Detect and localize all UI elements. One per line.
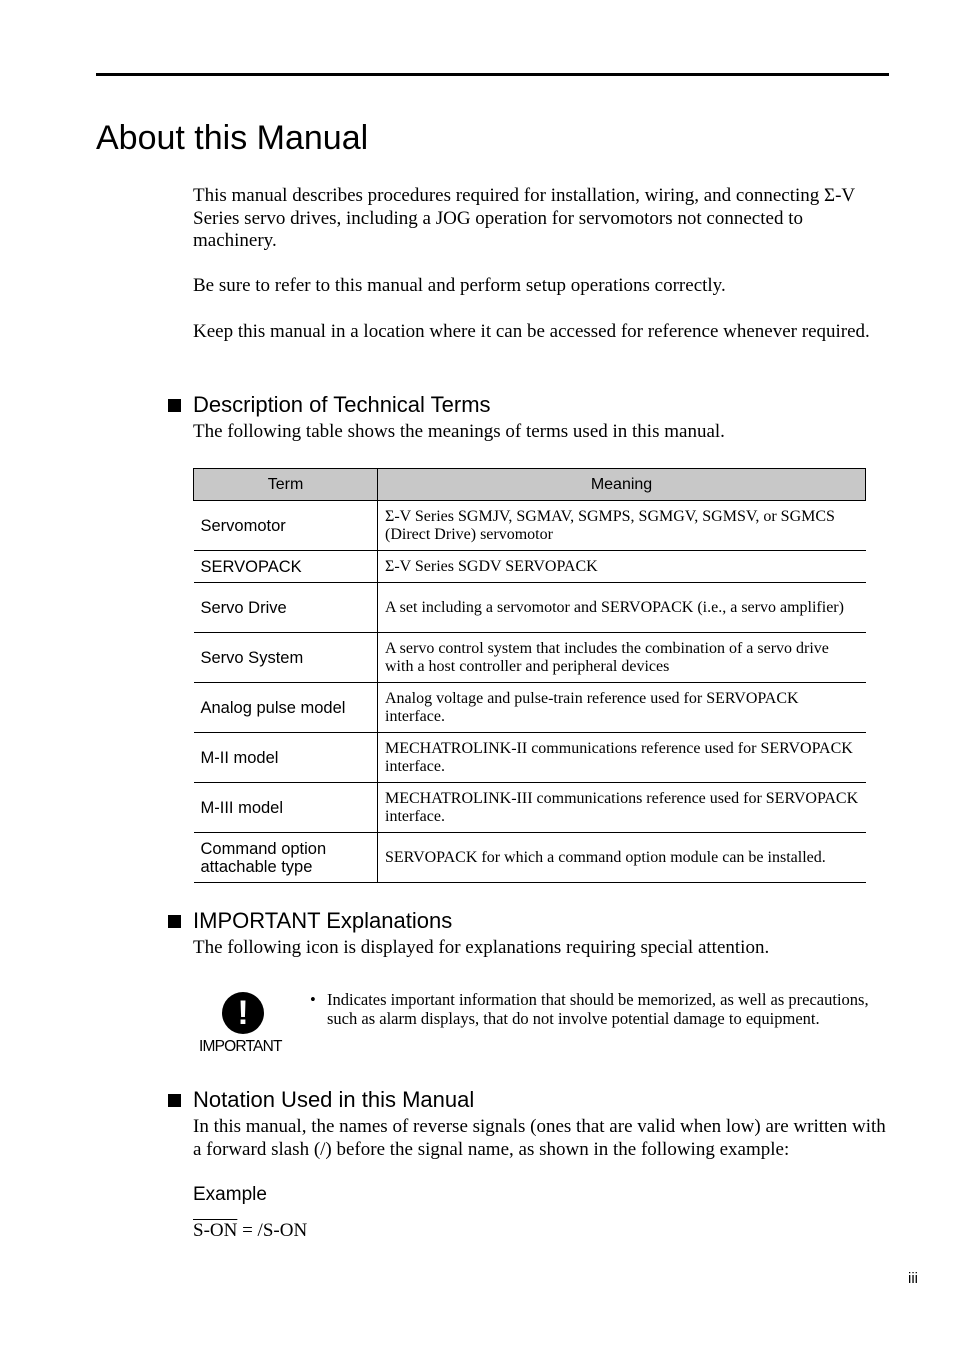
important-note-text: Indicates important information that should be memorized, as well as precautions, such as alarm displays, that do not involve potential damage to equipment.: [327, 990, 869, 1028]
table-row: [194, 551, 866, 583]
table-row: [194, 683, 866, 733]
column-header-term: Term: [194, 469, 378, 501]
meaning-cell: Analog voltage and pulse-train reference used for SERVOPACK interface.: [378, 683, 866, 733]
section-heading-technical-terms: [168, 392, 491, 418]
meaning-cell: Σ-V Series SGDV SERVOPACK: [378, 551, 866, 583]
table-row: [194, 783, 866, 833]
example-equivalence: = /S-ON: [237, 1220, 308, 1241]
square-bullet-icon: [168, 915, 181, 928]
intro-paragraph-2: Be sure to refer to this manual and perform setup operations correctly.: [193, 275, 726, 296]
term-cell: Servomotor: [194, 501, 378, 551]
meaning-cell: SERVOPACK for which a command option module can be installed.: [378, 833, 866, 883]
term-cell: Command option attachable type: [194, 833, 378, 883]
term-cell: Servo Drive: [194, 583, 378, 633]
section-heading-text: Description of Technical Terms: [193, 392, 491, 417]
intro-paragraph-3: Keep this manual in a location where it can be accessed for reference whenever required.: [193, 321, 870, 342]
square-bullet-icon: [168, 399, 181, 412]
table-header-row: [194, 469, 866, 501]
table-row: [194, 583, 866, 633]
table-row: [194, 501, 866, 551]
section-heading-notation: [168, 1087, 474, 1113]
notation-intro: In this manual, the names of reverse signals (ones that are valid when low) are written with a forward slash (/) before the signal name, as shown in the following example:: [193, 1116, 886, 1160]
page-number: iii: [908, 1270, 918, 1287]
section-heading-text: Notation Used in this Manual: [193, 1087, 475, 1112]
overlined-signal: S-ON: [193, 1220, 238, 1241]
table-row: [194, 633, 866, 683]
exclamation-icon: !: [222, 992, 264, 1034]
meaning-cell: A servo control system that includes the combination of a servo drive with a host controller and peripheral devices: [378, 633, 866, 683]
important-icon: [199, 992, 285, 1058]
table-row: [194, 733, 866, 783]
important-icon-label: IMPORTANT: [199, 1038, 282, 1055]
section-heading-text: IMPORTANT Explanations: [193, 908, 453, 933]
terms-table: [193, 468, 866, 883]
important-note: [310, 991, 870, 1028]
column-header-meaning: Meaning: [378, 469, 866, 501]
technical-terms-intro: The following table shows the meanings of terms used in this manual.: [193, 421, 725, 442]
term-cell: Analog pulse model: [194, 683, 378, 733]
meaning-cell: Σ-V Series SGMJV, SGMAV, SGMPS, SGMGV, SGMSV, or SGMCS (Direct Drive) servomotor: [378, 501, 866, 551]
term-cell: SERVOPACK: [194, 551, 378, 583]
meaning-cell: MECHATROLINK-II communications reference used for SERVOPACK interface.: [378, 733, 866, 783]
page-title: About this Manual: [96, 119, 369, 157]
important-intro: The following icon is displayed for explanations requiring special attention.: [193, 937, 770, 958]
example-label: Example: [193, 1184, 267, 1205]
term-cell: M-III model: [194, 783, 378, 833]
example-value: [193, 1220, 307, 1242]
section-heading-important: [168, 908, 452, 934]
header-rule: [96, 73, 889, 76]
meaning-cell: A set including a servomotor and SERVOPACK (i.e., a servo amplifier): [378, 583, 866, 633]
intro-paragraph-1: This manual describes procedures required for installation, wiring, and connecting Σ-V Series servo drives, including a JOG operation for servomotors not connected to machinery.: [193, 185, 855, 251]
bullet-dot-icon: •: [310, 990, 316, 1009]
term-cell: Servo System: [194, 633, 378, 683]
meaning-cell: MECHATROLINK-III communications reference used for SERVOPACK interface.: [378, 783, 866, 833]
term-cell: M-II model: [194, 733, 378, 783]
square-bullet-icon: [168, 1094, 181, 1107]
table-row: [194, 833, 866, 883]
